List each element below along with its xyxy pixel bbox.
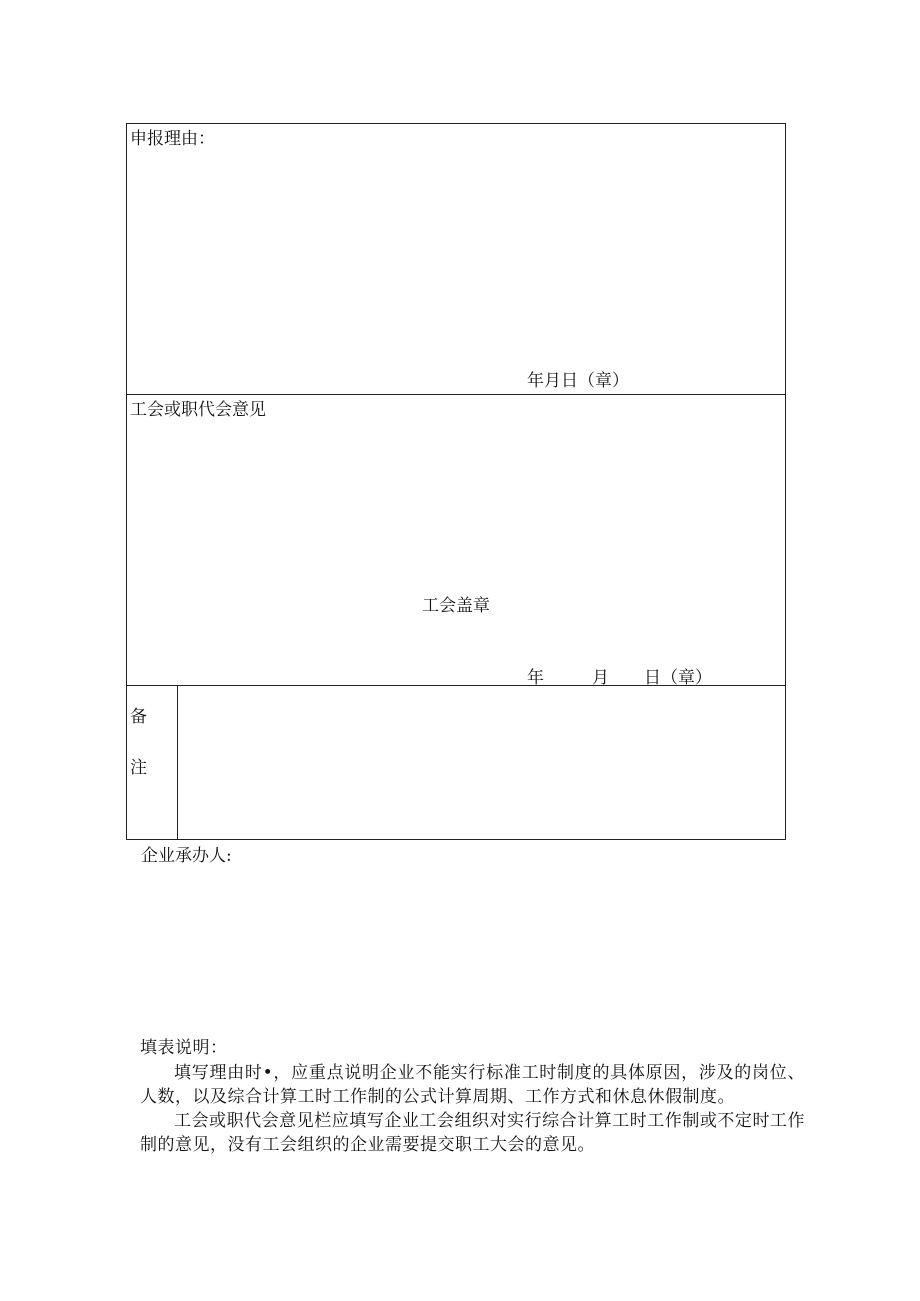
remarks-label-char-1: 备 — [130, 707, 147, 727]
divider-reason-union — [127, 394, 785, 395]
remarks-field[interactable] — [178, 686, 785, 839]
instructions-title: 填表说明： — [140, 1038, 228, 1058]
union-date-year: 年 — [527, 668, 544, 688]
instructions-paragraph-1: 填写理由时•，应重点说明企业不能实行标准工时制度的具体原因，涉及的岗位、人数，以及综合计算工时工作制的公式计算周期、工作方式和休息休假制度。 — [140, 1063, 805, 1107]
union-seal-label: 工会盖章 — [422, 596, 490, 616]
union-date-month: 月 — [592, 668, 609, 688]
union-opinion-label: 工会或职代会意见 — [130, 400, 266, 420]
handler-label: 企业承办人: — [141, 846, 232, 866]
reason-label: 申报理由： — [130, 129, 215, 149]
application-form-table — [126, 123, 786, 840]
instructions-paragraph-2: 工会或职代会意见栏应填写企业工会组织对实行综合计算工时工作制或不定时工作制的意见，没有工会组织的企业需要提交职工大会的意见。 — [140, 1111, 805, 1155]
remarks-label-char-2: 注 — [130, 758, 147, 778]
union-date-day-seal: 日（章） — [644, 668, 712, 688]
instructions — [140, 1036, 805, 1157]
reason-date-seal: 年月日（章） — [527, 371, 629, 391]
